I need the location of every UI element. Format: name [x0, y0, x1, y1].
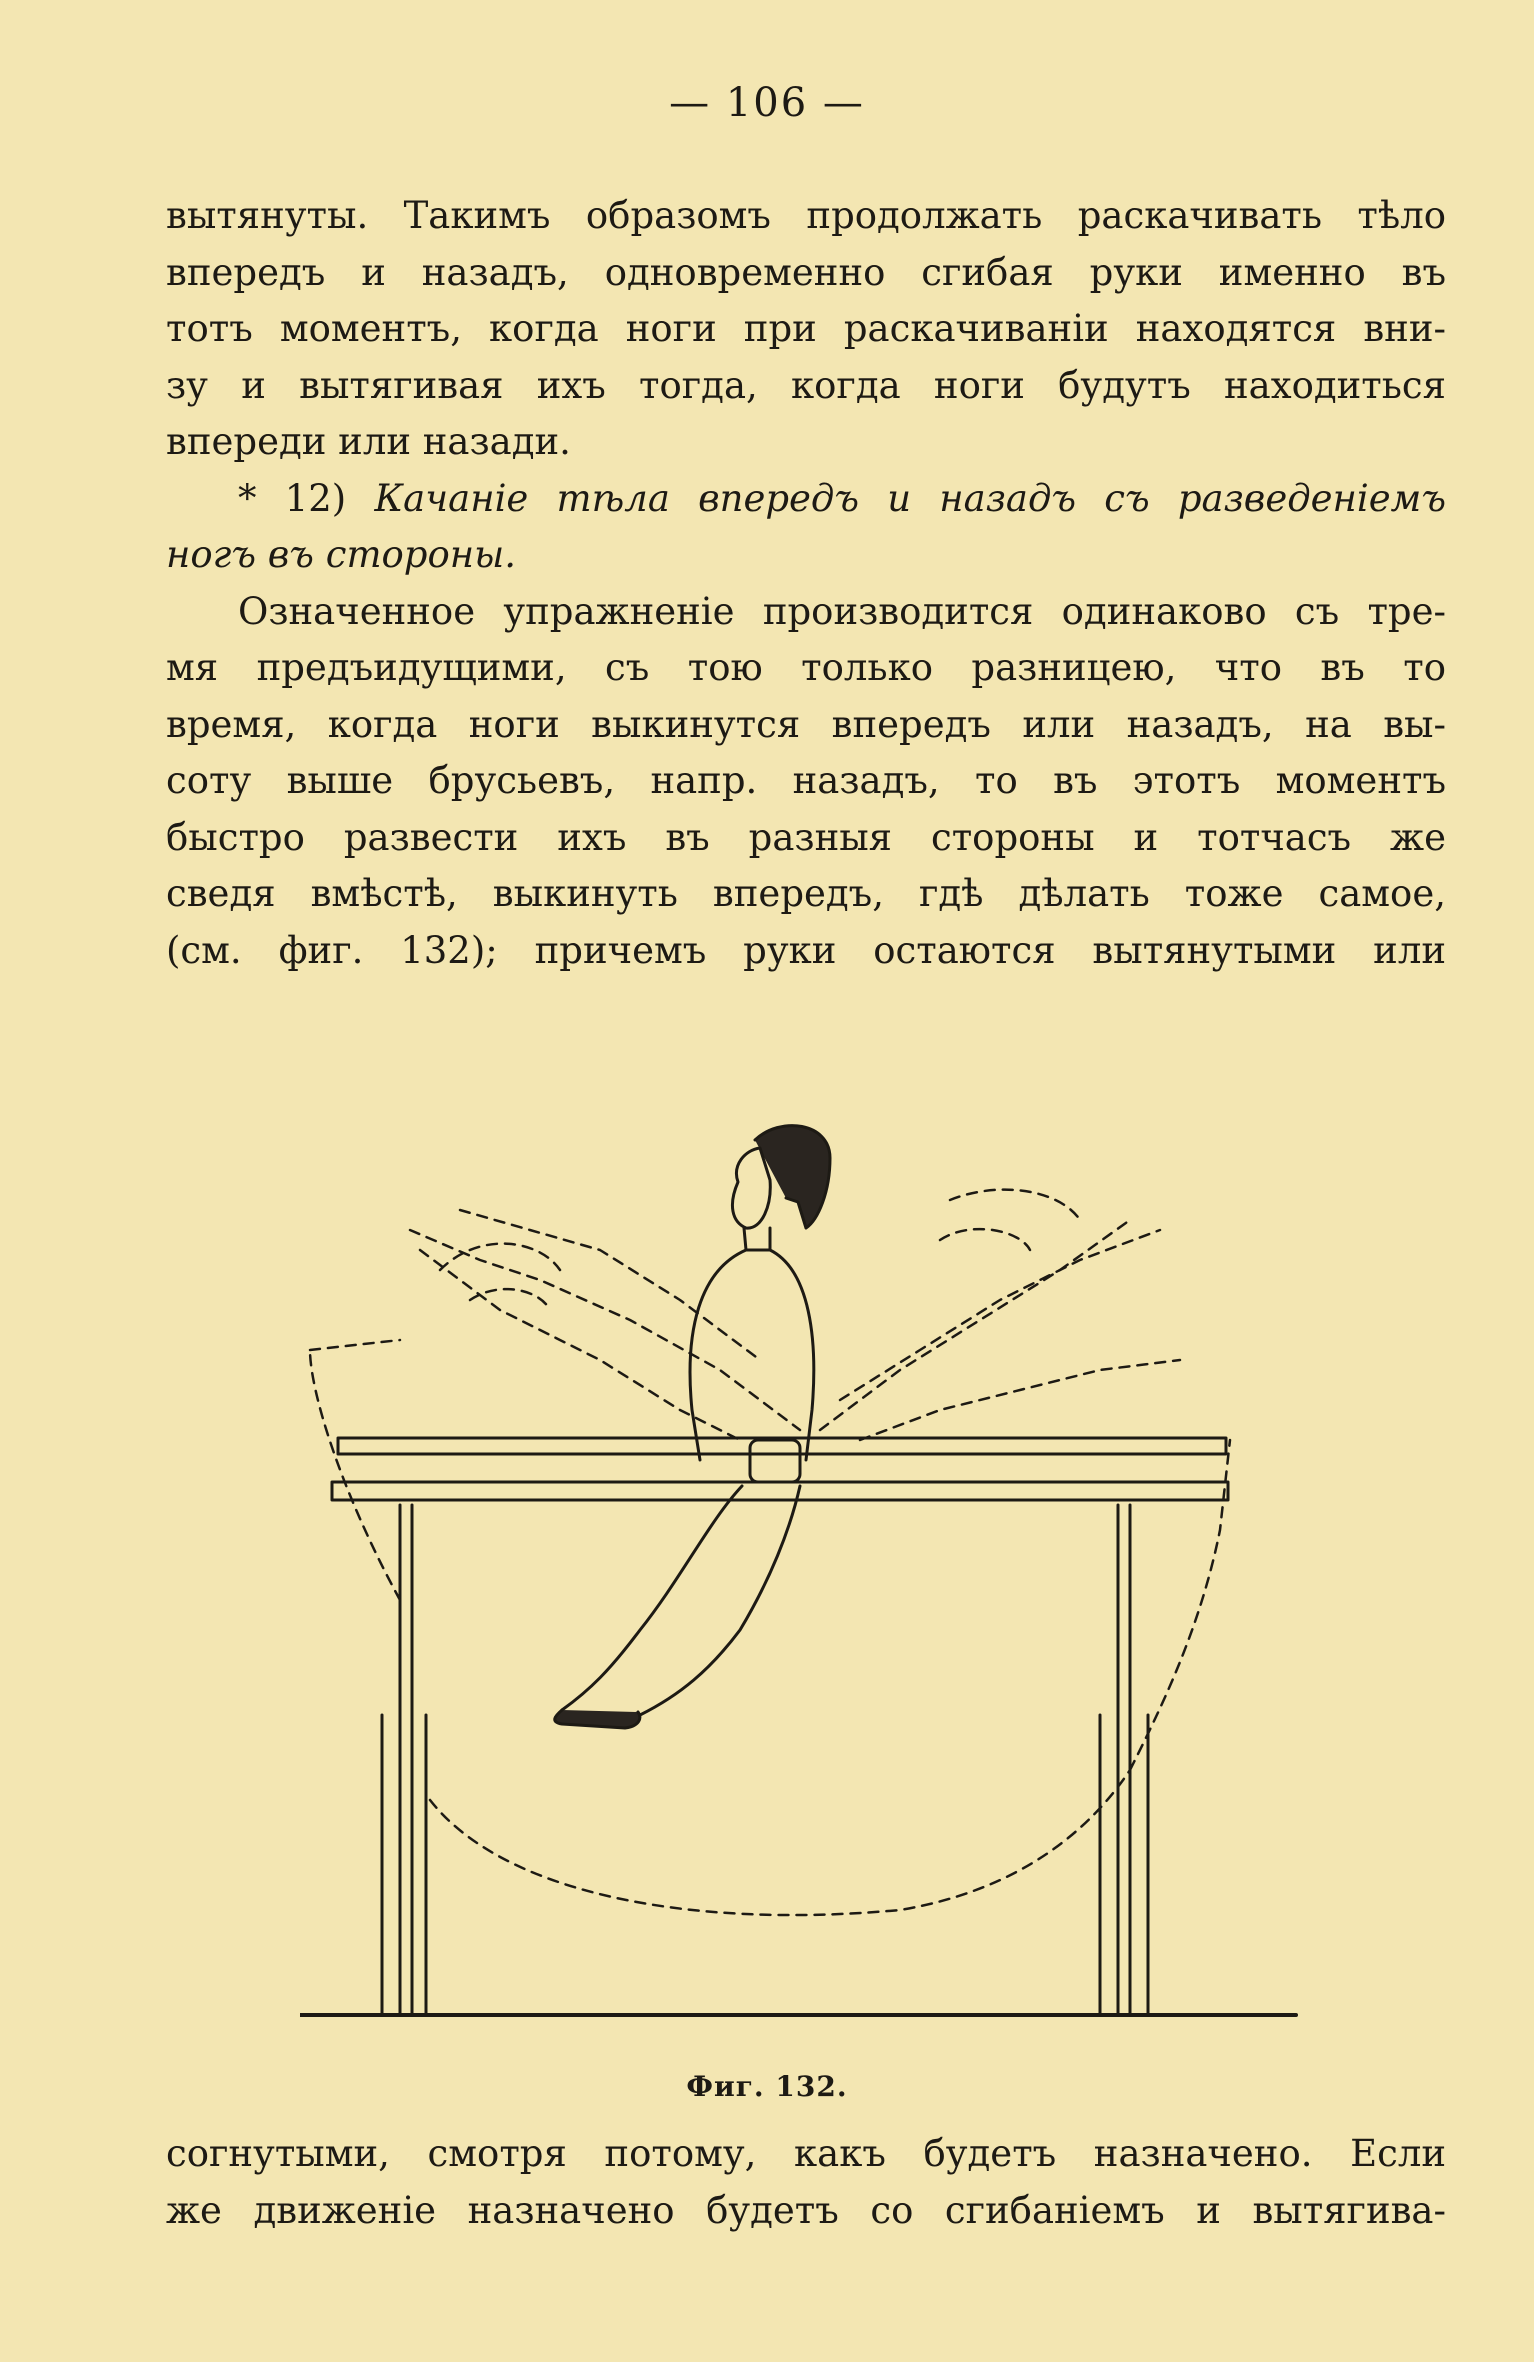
- exercise-number: * 12): [238, 476, 347, 520]
- text-line: тотъ моментъ, когда ноги при раскачиваніи находятся вни-: [166, 307, 1446, 350]
- text-line: же движеніе назначено будетъ со сгибаніемъ и вытягива-: [166, 2188, 1446, 2232]
- text-line: быстро развести ихъ въ разныя стороны и тотчасъ же: [166, 815, 1446, 859]
- text-line: время, когда ноги выкинутся впередъ или назадъ, на вы-: [166, 702, 1446, 746]
- motion-traces: [310, 1190, 1230, 1915]
- exercise-title: Качаніе тѣла впередъ и назадъ съ разведеніемъ: [374, 476, 1447, 520]
- text-line: зу и вытягивая ихъ тогда, когда ноги будутъ находиться: [166, 363, 1446, 407]
- text-line: соту выше брусьевъ, напр. назадъ, то въ этотъ моментъ: [166, 759, 1446, 802]
- figure-132-illustration: [300, 1110, 1300, 2100]
- text-block-bottom: [166, 2126, 1446, 2239]
- text-line: сведя вмѣстѣ, выкинуть впередъ, гдѣ дѣлать тоже самое,: [166, 872, 1446, 915]
- text-line: (см. фиг. 132); причемъ руки остаются вытянутыми или: [166, 928, 1446, 972]
- page-number: — 106 —: [669, 80, 865, 126]
- figure-caption: Фиг. 132.: [686, 2070, 848, 2103]
- exercise-heading-line: [166, 471, 1446, 528]
- text-line: впередъ и назадъ, одновременно сгибая руки именно въ: [166, 250, 1446, 294]
- gymnast-figure: [555, 1126, 830, 1728]
- text-line: согнутыми, смотря потому, какъ будетъ назначено. Если: [166, 2132, 1446, 2175]
- text-line: мя предъидущими, съ тою только разницею, что въ то: [166, 646, 1446, 689]
- text-line: вытянуты. Такимъ образомъ продолжать раскачивать тѣло: [166, 194, 1446, 237]
- text-line: Означенное упражненіе производится одинаково съ тре-: [238, 589, 1446, 633]
- text-line: впереди или назади.: [166, 420, 571, 463]
- parallel-bars: [300, 1438, 1296, 2015]
- text-block-top: [166, 188, 1446, 979]
- exercise-title-cont: ногъ въ стороны.: [166, 533, 517, 576]
